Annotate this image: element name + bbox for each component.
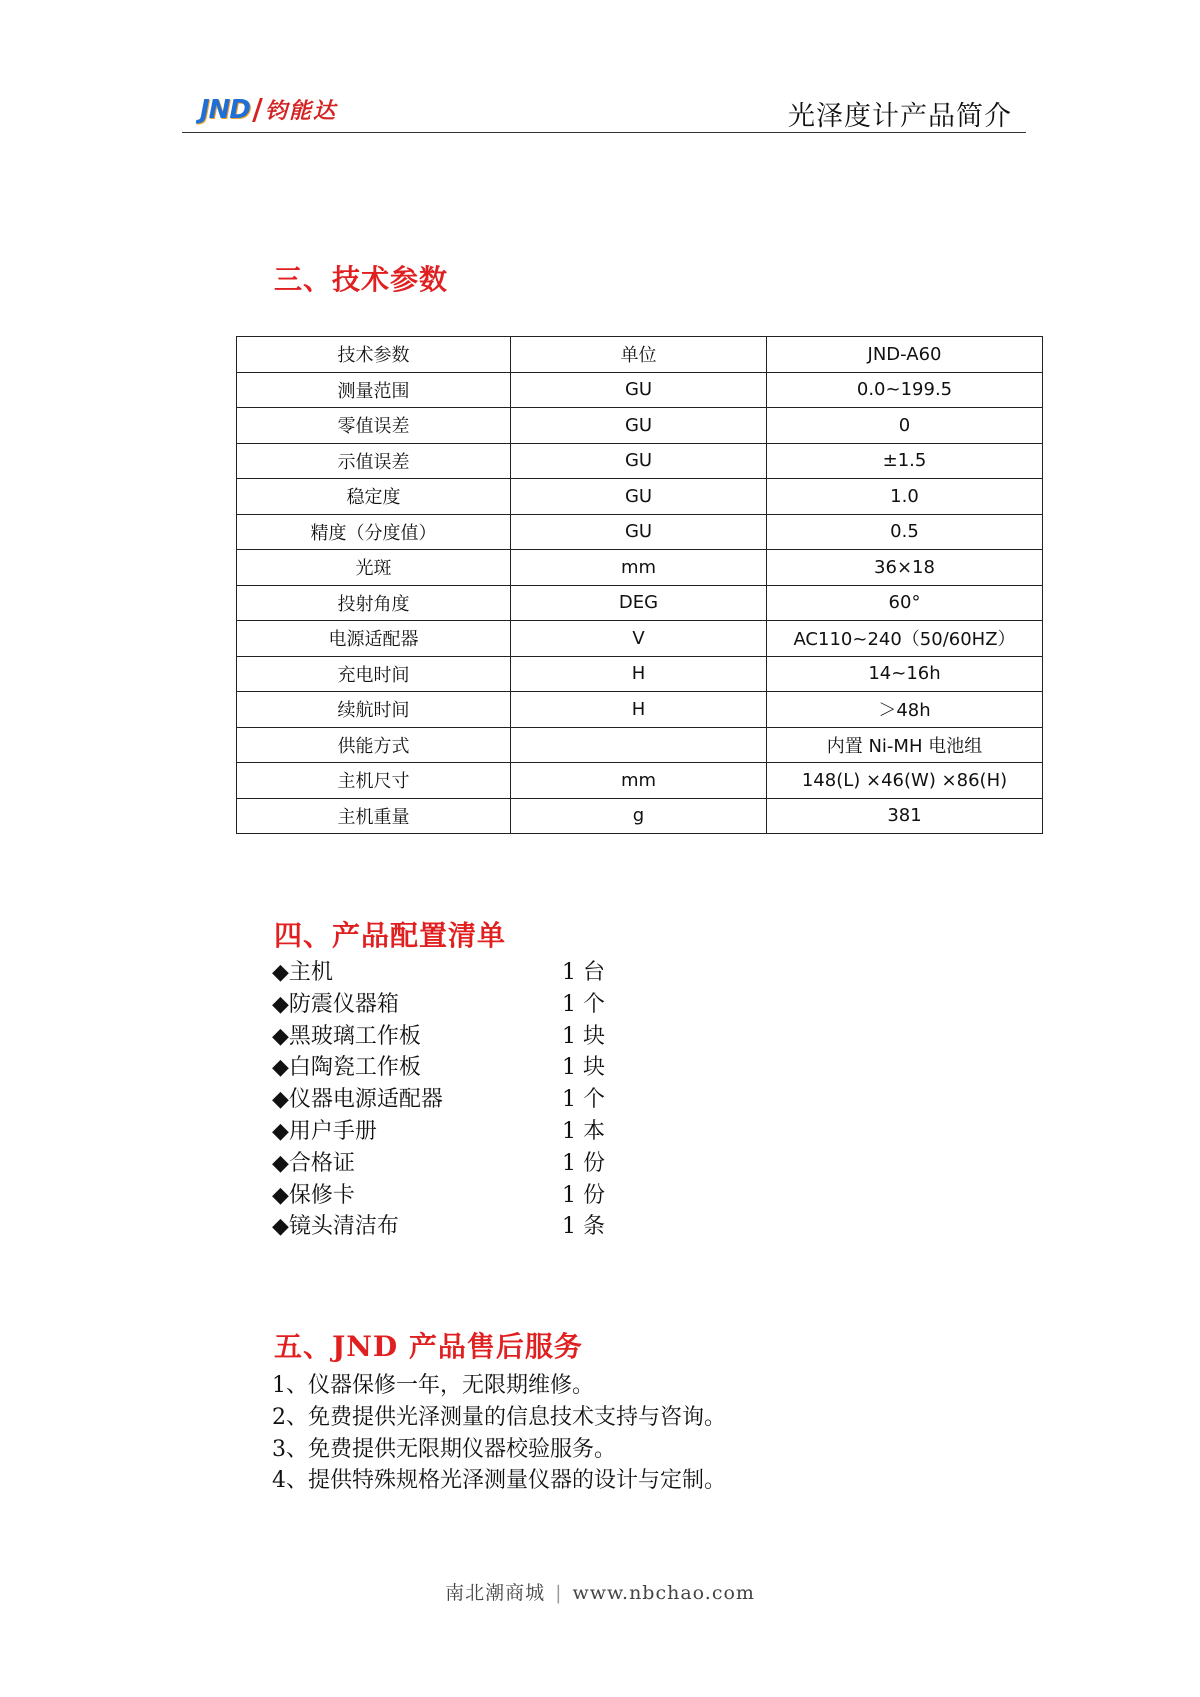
list-item xyxy=(272,1021,672,1053)
config-item-qty: 1 本 xyxy=(562,1118,605,1144)
section-heading-config-list: 四、产品配置清单 xyxy=(274,919,507,952)
config-item-name: ◆白陶瓷工作板 xyxy=(272,1055,421,1081)
table-cell: 续航时间 xyxy=(237,692,511,728)
service-item: 2、免费提供光泽测量的信息技术支持与咨询。 xyxy=(272,1404,726,1430)
table-cell: ±1.5 xyxy=(767,443,1043,479)
config-item-qty: 1 份 xyxy=(562,1182,605,1208)
table-cell: V xyxy=(511,621,767,657)
list-item xyxy=(272,1116,672,1148)
config-item-qty: 1 块 xyxy=(562,1055,605,1081)
table-row xyxy=(237,408,1043,444)
table-cell xyxy=(511,727,767,763)
config-item-name: ◆防震仪器箱 xyxy=(272,991,399,1017)
table-row xyxy=(237,798,1043,834)
config-item-name: ◆仪器电源适配器 xyxy=(272,1087,443,1113)
service-item: 4、提供特殊规格光泽测量仪器的设计与定制。 xyxy=(272,1468,726,1494)
table-cell: 投射角度 xyxy=(237,585,511,621)
table-row xyxy=(237,692,1043,728)
list-item xyxy=(272,1052,672,1084)
table-cell: 光斑 xyxy=(237,550,511,586)
table-cell: 0.0~199.5 xyxy=(767,372,1043,408)
table-cell: 主机尺寸 xyxy=(237,763,511,799)
table-cell: JND-A60 xyxy=(767,337,1043,373)
table-cell: 电源适配器 xyxy=(237,621,511,657)
table-cell: 内置 Ni-MH 电池组 xyxy=(767,727,1043,763)
config-item-name: ◆镜头清洁布 xyxy=(272,1214,399,1240)
footer-url: www.nbchao.com xyxy=(572,1582,755,1604)
config-item-name: ◆保修卡 xyxy=(272,1182,355,1208)
logo-separator xyxy=(252,98,263,122)
document-title: 光泽度计产品简介 xyxy=(788,101,1012,132)
table-cell: 1.0 xyxy=(767,479,1043,515)
table-cell: GU xyxy=(511,408,767,444)
table-cell: 测量范围 xyxy=(237,372,511,408)
table-cell: 148(L) ×46(W) ×86(H) xyxy=(767,763,1043,799)
jnd-logo xyxy=(200,94,337,125)
table-cell: GU xyxy=(511,479,767,515)
table-cell: 供能方式 xyxy=(237,727,511,763)
logo-jnd-text: JND xyxy=(200,94,251,125)
table-cell: GU xyxy=(511,514,767,550)
table-cell: 单位 xyxy=(511,337,767,373)
footer-site-name: 南北潮商城 xyxy=(445,1582,546,1604)
config-item-qty: 1 台 xyxy=(562,960,605,985)
service-item: 3、免费提供无限期仪器校验服务。 xyxy=(272,1436,616,1462)
table-cell: ＞48h xyxy=(767,692,1043,728)
list-item xyxy=(272,989,672,1021)
table-cell: g xyxy=(511,798,767,834)
config-item-qty: 1 个 xyxy=(562,1087,605,1113)
table-cell: 36×18 xyxy=(767,550,1043,586)
table-cell: 精度（分度值） xyxy=(237,514,511,550)
table-header-row xyxy=(237,337,1043,373)
table-cell: 零值误差 xyxy=(237,408,511,444)
config-item-name: ◆合格证 xyxy=(272,1150,355,1176)
table-cell: H xyxy=(511,656,767,692)
table-cell: AC110~240（50/60HZ） xyxy=(767,621,1043,657)
table-row xyxy=(237,514,1043,550)
spec-table xyxy=(236,336,1043,834)
table-row xyxy=(237,585,1043,621)
config-item-qty: 1 份 xyxy=(562,1150,605,1176)
table-row xyxy=(237,727,1043,763)
page-footer xyxy=(0,1578,1200,1605)
footer-separator: | xyxy=(555,1582,563,1604)
list-item xyxy=(272,1084,672,1116)
table-cell: 60° xyxy=(767,585,1043,621)
table-cell: 技术参数 xyxy=(237,337,511,373)
logo-chinese-text: 钧能达 xyxy=(265,99,338,124)
section-heading-tech-params: 三、技术参数 xyxy=(274,263,449,296)
table-cell: GU xyxy=(511,443,767,479)
table-row xyxy=(237,372,1043,408)
service-item: 1、仪器保修一年，无限期维修。 xyxy=(272,1373,594,1398)
config-list xyxy=(272,957,672,1243)
table-cell: mm xyxy=(511,550,767,586)
table-cell: 14~16h xyxy=(767,656,1043,692)
config-item-name: ◆用户手册 xyxy=(272,1118,377,1144)
table-cell: mm xyxy=(511,763,767,799)
table-cell: 381 xyxy=(767,798,1043,834)
section-heading-after-sales: 五、JND 产品售后服务 xyxy=(274,1330,583,1363)
config-item-qty: 1 条 xyxy=(562,1214,605,1240)
table-row xyxy=(237,656,1043,692)
list-item xyxy=(272,957,672,989)
table-cell: 0 xyxy=(767,408,1043,444)
config-item-qty: 1 块 xyxy=(562,1023,605,1049)
table-cell: 示值误差 xyxy=(237,443,511,479)
table-row xyxy=(237,479,1043,515)
table-cell: GU xyxy=(511,372,767,408)
table-row xyxy=(237,443,1043,479)
config-item-qty: 1 个 xyxy=(562,991,605,1017)
table-cell: 充电时间 xyxy=(237,656,511,692)
table-cell: DEG xyxy=(511,585,767,621)
service-list xyxy=(272,1370,726,1497)
list-item xyxy=(272,1180,672,1212)
table-cell: H xyxy=(511,692,767,728)
table-row xyxy=(237,621,1043,657)
list-item xyxy=(272,1148,672,1180)
table-row xyxy=(237,763,1043,799)
table-cell: 0.5 xyxy=(767,514,1043,550)
list-item xyxy=(272,1211,672,1243)
config-item-name: ◆黑玻璃工作板 xyxy=(272,1023,421,1049)
config-item-name: ◆主机 xyxy=(272,960,333,985)
page-header xyxy=(182,88,1026,133)
table-row xyxy=(237,550,1043,586)
table-cell: 稳定度 xyxy=(237,479,511,515)
table-cell: 主机重量 xyxy=(237,798,511,834)
